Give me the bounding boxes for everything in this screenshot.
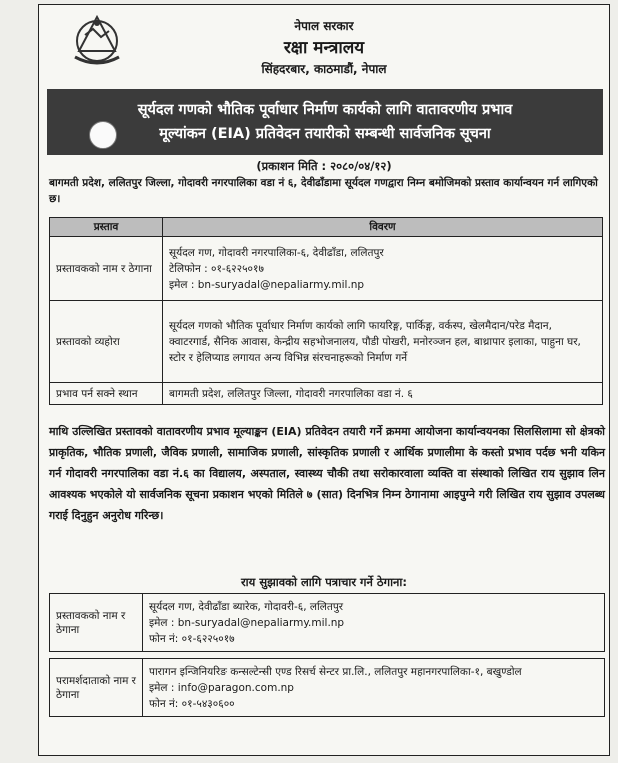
proposer-name-address: सूर्यदल गण, गोदावरी नगरपालिका-६, देवीढाँडा, ललितपुर bbox=[169, 246, 384, 259]
contact-heading: राय सुझावको लागि पत्राचार गर्ने ठेगाना: bbox=[240, 575, 408, 589]
proposal-description: सूर्यदल गणको भौतिक पूर्वाधार निर्माण कार्यको लागि फायरिङ्ग, पार्किङ्ग, वर्कस्प, खेलमैदान/परेड मैदान, क्वाटरगार्ड, सैनिक आवास, केन्द्रीय सहभोजनालय, पौडी पोखरी, मनोरञ्जन हल, बाथ्रापार इलाका, पाहुना घर, स्टोर र हेलिप्याड लगायत अन्य विभिन्न संरचनाहरूको निर्माण गर्ने bbox=[169, 319, 581, 364]
affected-location: बागमती प्रदेश, ललितपुर जिल्ला, गोदावरी नगरपालिका वडा नं. ६ bbox=[169, 387, 413, 400]
table-header-row bbox=[50, 218, 603, 237]
row-label: परामर्शदाताको नाम र ठेगाना bbox=[50, 659, 143, 717]
proposer-contact-phone: फोन नं: ०१-६२२५०१७ bbox=[149, 632, 235, 645]
header-details: विवरण bbox=[163, 218, 603, 237]
row-label: प्रस्तावकको नाम र ठेगाना bbox=[50, 237, 163, 301]
header-proposal: प्रस्ताव bbox=[50, 218, 163, 237]
row-label: प्रस्तावको व्यहोरा bbox=[50, 301, 163, 383]
table-row bbox=[50, 383, 603, 405]
proposer-contact-email: इमेल : bn-suryadal@nepaliarmy.mil.np bbox=[149, 616, 345, 629]
row-value bbox=[163, 237, 603, 301]
table-spacer bbox=[50, 652, 605, 659]
notice-title-line-1: सूर्यदल गणको भौतिक पूर्वाधार निर्माण कार्यको लागि वातावरणीय प्रभाव bbox=[137, 102, 513, 118]
notice-title-line-2: मूल्यांकन (EIA) प्रतिवेदन तयारीको सम्बन्धी सार्वजनिक सूचना bbox=[159, 126, 491, 142]
punch-hole bbox=[89, 121, 117, 149]
consultant-address: पारागन इन्जिनियरिङ कन्सल्टेन्सी एण्ड रिसर्च सेन्टर प्रा.लि., ललितपुर महानगरपालिका-१, बखुण्डोल bbox=[149, 665, 522, 678]
main-paragraph: माथि उल्लिखित प्रस्तावको वातावरणीय प्रभाव मूल्याङ्कन (EIA) प्रतिवेदन तयारी गर्ने क्रममा आयोजना कार्यान्वयनका सिलसिलामा सो क्षेत्रको प्राकृतिक, भौतिक प्रणाली, जैविक प्रणाली, सामाजिक प्रणाली, सांस्कृतिक प्रणाली र आर्थिक प्रणालीमा के कस्तो प्रभाव पर्दछ भनी यकिन गर्न गोदावरी नगरपालिका वडा नं.६ का विद्यालय, अस्पताल, स्वास्थ्य चौकी तथा सरोकारवाला व्यक्ति वा संस्थाको लिखित राय सुझाव लिन आवश्यक भएकोले यो सार्वजनिक सूचना प्रकाशन भएको मितिले ७ (सात) दिनभित्र निम्न ठेगानामा आइपुग्ने गरी लिखित राय सुझाव उपलब्ध गराई दिनुहुन अनुरोध गरिन्छ। bbox=[49, 425, 605, 522]
row-value bbox=[143, 659, 605, 717]
proposer-phone: टेलिफोन : ०१-६२२५०१७ bbox=[169, 262, 264, 275]
proposal-table bbox=[49, 217, 603, 405]
table-row bbox=[50, 301, 603, 383]
ministry-name: रक्षा मन्त्रालय bbox=[283, 38, 365, 58]
row-value bbox=[143, 594, 605, 652]
proposer-email: इमेल : bn-suryadal@nepaliarmy.mil.np bbox=[169, 278, 365, 291]
publication-date: (प्रकाशन मिति : २०८०/०४/१२) bbox=[256, 159, 392, 173]
government-name: नेपाल सरकार bbox=[294, 19, 354, 33]
table-row bbox=[50, 237, 603, 301]
consultant-email: इमेल : info@paragon.com.np bbox=[149, 681, 294, 694]
row-value bbox=[163, 383, 603, 405]
notice-title-banner bbox=[47, 89, 603, 155]
row-value bbox=[163, 301, 603, 383]
intro-text: बागमती प्रदेश, ललितपुर जिल्ला, गोदावरी नगरपालिका वडा नं ६, देवीढाँडामा सूर्यदल गणद्वारा निम्न बमोजिमको प्रस्ताव कार्यान्वयन गर्न लागिएको छ। bbox=[49, 177, 598, 205]
table-row bbox=[50, 594, 605, 652]
contact-table bbox=[49, 593, 605, 717]
row-label: प्रभाव पर्न सक्ने स्थान bbox=[50, 383, 163, 405]
proposer-contact-address: सूर्यदल गण, देवीढाँडा ब्यारेक, गोदावरी-६, ललितपुर bbox=[149, 600, 344, 613]
consultant-phone: फोन नं: ०१-५४३०६०० bbox=[149, 697, 235, 710]
ministry-address: सिंहदरबार, काठमाडौं, नेपाल bbox=[261, 62, 387, 76]
row-label: प्रस्तावकको नाम र ठेगाना bbox=[50, 594, 143, 652]
notice-frame bbox=[38, 4, 610, 756]
table-row bbox=[50, 659, 605, 717]
